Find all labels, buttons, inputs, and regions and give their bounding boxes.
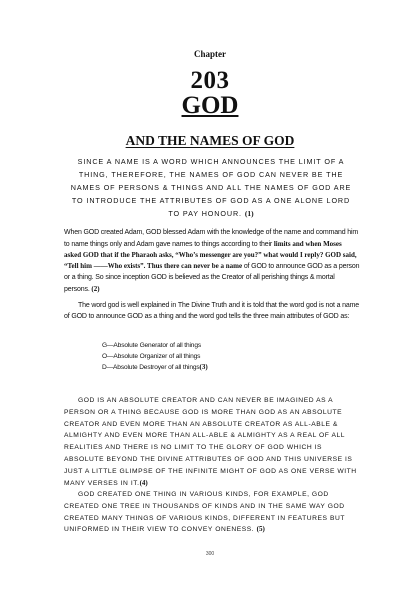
intro-paragraph [66,155,356,220]
footnote-ref: (4) [139,478,148,487]
paragraph-adam-moses [64,227,360,296]
list-item [102,362,208,373]
list-item [102,340,208,351]
list-item-text: O—Absolute Organizer of all things [102,353,201,361]
list-item-text: D—Absolute Destroyer of all things [102,364,200,372]
chapter-label: Chapter [194,49,226,59]
paragraph-text: of GOD to announce GOD as a person or a thing. So since inception GOD is believed as the Creator of all perishing things & mortal persons. [64,262,360,293]
footnote-ref: (3) [199,363,208,372]
list-item-text: G—Absolute Generator of all things [102,342,201,349]
chapter-number: 203 [190,67,230,94]
paragraph-absolute-creator [64,395,360,489]
paragraph-text: GOD CREATED ONE THING IN VARIOUS KINDS, FOR EXAMPLE, GOD CREATED ONE TREE IN THOUSANDS OF KINDS AND IN THE SAME WAY GOD CREATED MANY THINGS OF VARIOUS KINDS, DIFFERENT IN FEATURES BUT UNIFORMED IN THEIR VIEW TO CONVEY ONENESS. [64,491,345,534]
paragraph-word-god: The word god is well explained in The Divine Truth and it is told that the word god is not a name of GOD to announce GOD as a thing and the word god tells the three main attributes of GOD as: [64,302,360,320]
paragraph-text: GOD IS AN ABSOLUTE CREATOR AND CAN NEVER BE IMAGINED AS A PERSON OR A THING BECAUSE GOD IS MORE THAN GOD AS AN ABSOLUTE CREATOR AND EVEN MORE THAN AN ABSOLUTE CREATOR AS ALL-ABLE & ALMIGHTY AND EVEN MORE THAN ALL-ABLE & ALMIGHTY AS A REAL OF ALL REALITIES AND THERE IS NO LIMIT TO THE GLORY OF GOD WHICH IS ABSOLUTE BEYOND THE DIVINE ATTRIBUTES OF GOD AND THIS UNIVERSE IS JUST A LITTLE GLIMPSE OF THE INFINITE MIGHT OF GOD AS ONE VERSE WITH MANY VERSES IN IT. [64,397,357,487]
list-item [102,351,208,362]
page-number: 300 [205,551,215,557]
paragraph-text: When GOD created Adam, GOD blessed Adam with the knowledge of the name and command him to name things only and Adam gave names to things according to their [64,229,359,248]
paragraph-text: limits and when Moses asked GOD that if the Pharaoh asks, “Who’s messenger are you?” what would I reply? GOD said, “Tell him ——Who exists”. Thus there can never be a name [64,239,357,270]
footnote-ref: (1) [244,209,254,218]
chapter-subtitle: AND THE NAMES OF GOD [125,133,295,148]
intro-text: SINCE A NAME IS A WORD WHICH ANNOUNCES THE LIMIT OF A THING, THEREFORE, THE NAMES OF GOD CAN NEVER BE THE NAMES OF PERSONS & THINGS AND ALL THE NAMES OF GOD ARE TO INTRODUCE THE ATTRIBUTES OF GOD AS A ONE ALONE LORD TO PAY HONOUR. [70,157,352,218]
footnote-ref: (2) [91,284,100,293]
footnote-ref: (5) [256,525,265,534]
attribute-list [102,340,208,374]
chapter-title: GOD [181,92,239,119]
paragraph-various-kinds [64,489,360,536]
